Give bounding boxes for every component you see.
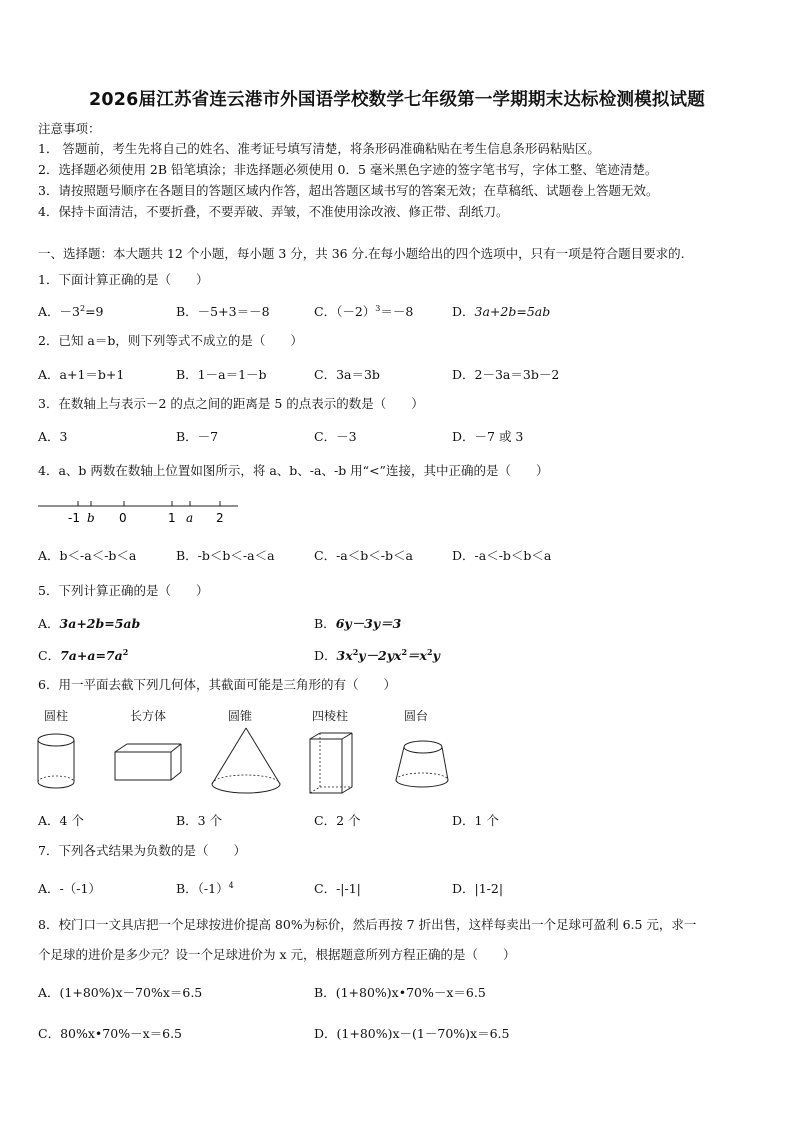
label-0: 0 bbox=[119, 511, 127, 525]
q7-option-d: D．|1-2| bbox=[452, 881, 504, 896]
q4-option-d: D．-a＜-b＜b＜a bbox=[452, 548, 552, 563]
q3-option-b: B．－7 bbox=[176, 429, 219, 444]
cone-figure bbox=[208, 726, 284, 798]
label-a: a bbox=[186, 511, 194, 525]
prism-figure bbox=[308, 731, 354, 797]
q6-option-b: B．3 个 bbox=[176, 813, 223, 828]
q8-option-b: B．(1+80%)x•70%－x＝6.5 bbox=[314, 985, 486, 1000]
q1-option-b: B．－5+3＝－8 bbox=[176, 304, 270, 319]
q8-stem-line1: 8．校门口一文具店把一个足球按进价提高 80%为标价，然后再按 7 折出售，这样每卖出一个足球可盈利 6.5 元，求一 bbox=[38, 917, 697, 932]
section-header: 一、选择题：本大题共 12 个小题，每小题 3 分，共 36 分.在每小题给出的四个选项中，只有一项是符合题目要求的. bbox=[38, 246, 685, 261]
q1-option-d: D．3a+2b=5ab bbox=[452, 304, 551, 319]
q5-option-d: D．$3x^2y-2yx^2=x^2y$ bbox=[314, 647, 440, 663]
q1-option-c: C．$(-2)^3=-8$ bbox=[314, 304, 414, 319]
q7-option-b: B．$(-1)^4$ bbox=[176, 881, 234, 896]
q4-option-c: C．-a＜b＜-b＜a bbox=[314, 548, 413, 563]
q5-stem: 5．下列计算正确的是（ ） bbox=[38, 583, 209, 598]
shape-label-cylinder: 圆柱 bbox=[44, 709, 69, 723]
notice-item-1: 1． 答题前，考生先将自己的姓名、准考证号填写清楚，将条形码准确粘贴在考生信息条形码粘贴区。 bbox=[38, 141, 600, 156]
q6-stem: 6．用一平面去截下列几何体，其截面可能是三角形的有（ ） bbox=[38, 677, 396, 692]
label-1: 1 bbox=[168, 511, 176, 525]
q3-option-c: C．－3 bbox=[314, 429, 357, 444]
q4-stem: 4．a、b 两数在数轴上位置如图所示，将 a、b、-a、-b 用“<”连接，其中正确的是（ ） bbox=[38, 463, 549, 478]
shape-label-prism: 四棱柱 bbox=[312, 709, 349, 723]
q3-option-a: A．3 bbox=[38, 429, 68, 444]
q8-option-a: A．(1+80%)x－70%x＝6.5 bbox=[38, 985, 203, 1000]
q2-option-b: B．1－a＝1－b bbox=[176, 367, 267, 382]
label-b: b bbox=[87, 511, 95, 525]
q2-stem: 2．已知 a＝b，则下列等式不成立的是（ ） bbox=[38, 333, 303, 348]
notice-item-4: 4．保持卡面清洁，不要折叠，不要弄破、弄皱，不准使用涂改液、修正带、刮纸刀。 bbox=[38, 204, 509, 219]
q1-option-a: A．$-3^2=9$ bbox=[38, 304, 104, 319]
cuboid-figure bbox=[113, 742, 185, 784]
q2-option-c: C．3a＝3b bbox=[314, 367, 380, 382]
q6-option-a: A．4 个 bbox=[38, 813, 84, 828]
q2-option-a: A．a+1＝b+1 bbox=[38, 367, 125, 382]
q2-option-d: D．2－3a＝3b－2 bbox=[452, 367, 560, 382]
notice-heading: 注意事项： bbox=[38, 121, 101, 136]
q8-option-d: D．(1+80%)x－(1－70%)x＝6.5 bbox=[314, 1026, 510, 1041]
cylinder-figure bbox=[36, 732, 80, 792]
q5-option-a: A．3a+2b=5ab bbox=[38, 616, 141, 631]
label-neg1: -1 bbox=[68, 511, 80, 525]
q4-option-b: B．-b＜b＜-a＜a bbox=[176, 548, 275, 563]
shape-label-frustum: 圆台 bbox=[404, 709, 429, 723]
number-line bbox=[36, 496, 246, 530]
q7-option-a: A．-（-1） bbox=[38, 881, 101, 896]
q4-option-a: A．b＜-a＜-b＜a bbox=[38, 548, 137, 563]
notice-item-3: 3．请按照题号顺序在各题目的答题区域内作答，超出答题区域书写的答案无效；在草稿纸、试题卷上答题无效。 bbox=[38, 183, 659, 198]
q7-option-c: C．-|-1| bbox=[314, 881, 361, 896]
page-title: 2026届江苏省连云港市外国语学校数学七年级第一学期期末达标检测模拟试题 bbox=[89, 90, 705, 110]
q7-stem: 7．下列各式结果为负数的是（ ） bbox=[38, 843, 246, 858]
shape-label-cuboid: 长方体 bbox=[130, 709, 167, 723]
q5-option-b: B．6y－3y＝3 bbox=[314, 616, 402, 631]
label-2: 2 bbox=[216, 511, 224, 525]
shape-label-cone: 圆锥 bbox=[228, 709, 253, 723]
q5-option-c: C．$7a+a=7a^2$ bbox=[38, 647, 129, 663]
notice-item-2: 2．选择题必须使用 2B 铅笔填涂；非选择题必须使用 0．5 毫米黑色字迹的签字笔书写，字体工整、笔迹清楚。 bbox=[38, 162, 658, 177]
q8-stem-line2: 个足球的进价是多少元？设一个足球进价为 x 元，根据题意所列方程正确的是（ ） bbox=[38, 947, 516, 962]
q6-option-d: D．1 个 bbox=[452, 813, 499, 828]
q3-option-d: D．－7 或 3 bbox=[452, 429, 524, 444]
q3-stem: 3．在数轴上与表示－2 的点之间的距离是 5 的点表示的数是（ ） bbox=[38, 396, 424, 411]
q8-option-c: C．80%x•70%－x＝6.5 bbox=[38, 1026, 182, 1041]
frustum-figure bbox=[394, 738, 450, 790]
q6-option-c: C．2 个 bbox=[314, 813, 361, 828]
q1-stem: 1．下面计算正确的是（ ） bbox=[38, 272, 209, 287]
